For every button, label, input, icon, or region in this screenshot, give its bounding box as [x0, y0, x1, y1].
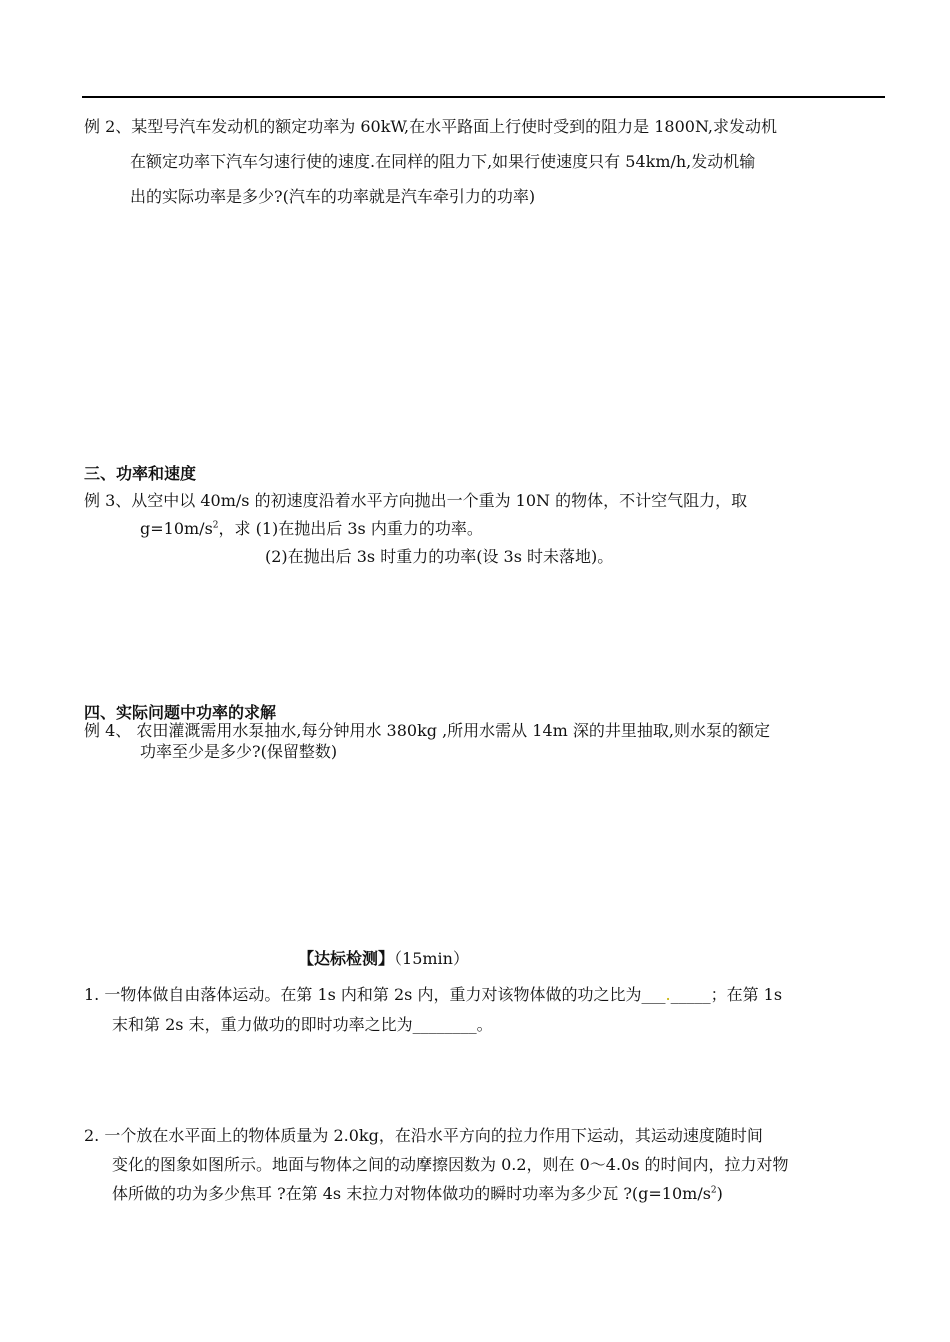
- question1-line1: [84, 985, 782, 1005]
- question2-line3: [112, 1184, 723, 1204]
- test-title-time: （15min）: [394, 949, 469, 968]
- example3-line2-rest: ，求 (1)在抛出后 3s 内重力的功率。: [218, 519, 483, 538]
- question2-text-a: 体所做的功为多少焦耳 ?在第 4s 末拉力对物体做功的瞬时功率为多少瓦 ?(g=10m/s: [112, 1184, 711, 1203]
- question1-blank-dot: .: [665, 985, 671, 1004]
- section3-heading: 三、功率和速度: [84, 464, 197, 483]
- section4-heading: 四、实际问题中功率的求解: [84, 703, 277, 722]
- example3-line1: 例 3、从空中以 40m/s 的初速度沿着水平方向抛出一个重为 10N 的物体，不计空气阻力，取: [84, 491, 748, 510]
- example2-line1: 例 2、某型号汽车发动机的额定功率为 60kW,在水平路面上行使时受到的阻力是 1800N,求发动机: [84, 117, 778, 136]
- question1-text-b: _____；在第 1s: [670, 985, 783, 1004]
- header-rule: [82, 96, 885, 98]
- question2-text-b: ): [716, 1184, 723, 1203]
- example2-line2: 在额定功率下汽车匀速行使的速度.在同样的阻力下,如果行使速度只有 54km/h,发动机输: [130, 152, 756, 171]
- question2-line1: 2. 一个放在水平面上的物体质量为 2.0kg，在沿水平方向的拉力作用下运动，其运动速度随时间: [84, 1126, 763, 1145]
- question2-g-exponent: 2: [710, 1185, 717, 1196]
- example3-line2: [140, 519, 483, 539]
- question1-text-a: 1. 一物体做自由落体运动。在第 1s 内和第 2s 内，重力对该物体做的功之比为___: [84, 985, 666, 1004]
- example2-line3: 出的实际功率是多少?(汽车的功率就是汽车牵引力的功率): [130, 187, 536, 206]
- test-title: [298, 949, 469, 969]
- question2-line2: 变化的图象如图所示。地面与物体之间的动摩擦因数为 0.2，则在 0～4.0s 的时间内，拉力对物: [112, 1155, 789, 1174]
- question1-line2: 末和第 2s 末，重力做功的即时功率之比为________。: [112, 1015, 493, 1034]
- example4-line1: 例 4、 农田灌溉需用水泵抽水,每分钟用水 380kg ,所用水需从 14m 深的井里抽取,则水泵的额定: [84, 721, 770, 740]
- test-title-bold: 【达标检测】: [298, 949, 395, 968]
- example4-line2: 功率至少是多少?(保留整数): [140, 742, 338, 761]
- example3-line3: (2)在抛出后 3s 时重力的功率(设 3s 时未落地)。: [265, 547, 614, 566]
- example3-g-value: g=10m/s: [140, 519, 213, 538]
- example3-g-exponent: 2: [212, 520, 219, 531]
